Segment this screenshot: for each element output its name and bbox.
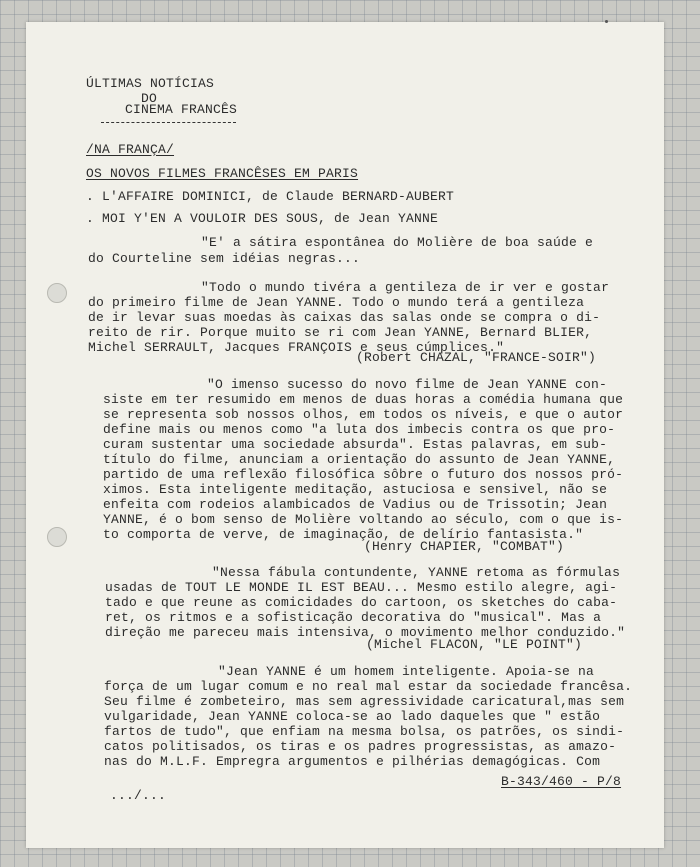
- quote-line: do Courteline sem idéias negras...: [88, 251, 361, 266]
- quote-line: "Todo o mundo tivéra a gentileza de ir ver e gostar: [201, 280, 610, 295]
- header-title-line3: CINEMA FRANCÊS: [125, 102, 238, 117]
- quote-line: partido de uma reflexão filosófica sôbre o futuro dos nossos pró-: [103, 467, 624, 482]
- quote-line: Michel SERRAULT, Jacques FRANÇOIS e seus cúmplices.": [88, 340, 505, 355]
- continuation-mark: .../...: [110, 788, 167, 803]
- quote-line: de ir levar suas moedas às caixas das salas onde se compra o di-: [88, 310, 601, 325]
- header-rule: [101, 122, 236, 123]
- subsection-heading: OS NOVOS FILMES FRANCÊSES EM PARIS: [86, 166, 359, 181]
- quote-line: "Nessa fábula contundente, YANNE retoma as fórmulas: [212, 565, 621, 580]
- quote-source: (Michel FLACON, "LE POINT"): [366, 637, 583, 652]
- header-title-line1: ÚLTIMAS NOTÍCIAS: [86, 76, 215, 91]
- quote-line: fartos de tudo", que enfiam na mesma bolsa, os patrões, os sindi-: [104, 724, 625, 739]
- quote-line: catos politisados, os tiras e os padres progressistas, as amazo-: [104, 739, 617, 754]
- quote-line: ret, os ritmos e a sofisticação decorativa do "musical". Mas a: [105, 610, 602, 625]
- quote-source: (Robert CHAZAL, "FRANCE-SOIR"): [356, 350, 597, 365]
- quote-source: (Henry CHAPIER, "COMBAT"): [364, 539, 565, 554]
- quote-line: curam sustentar uma sociedade absurda". Estas palavras, em sub-: [103, 437, 608, 452]
- film-item: . L'AFFAIRE DOMINICI, de Claude BERNARD-AUBERT: [86, 189, 455, 204]
- quote-line: YANNE, é o bom senso de Molière voltando ao século, com o que is-: [103, 512, 624, 527]
- film-item: . MOI Y'EN A VOULOIR DES SOUS, de Jean YANNE: [86, 211, 439, 226]
- quote-line: usadas de TOUT LE MONDE IL EST BEAU... Mesmo estilo alegre, agi-: [105, 580, 618, 595]
- punch-hole-top: [47, 283, 67, 303]
- quote-line: se representa sob nossos olhos, em todos os níveis, e que o autor: [103, 407, 624, 422]
- quote-line: "E' a sátira espontânea do Molière de boa saúde e: [201, 235, 594, 250]
- quote-line: do primeiro filme de Jean YANNE. Todo o mundo terá a gentileza: [88, 295, 585, 310]
- quote-line: ximos. Esta inteligente meditação, astuciosa e sensivel, não se: [103, 482, 608, 497]
- quote-line: título do filme, anunciam a orientação do assunto de Jean YANNE,: [103, 452, 616, 467]
- quote-line: "O imenso sucesso do novo filme de Jean YANNE con-: [207, 377, 608, 392]
- document-reference: B-343/460 - P/8: [501, 774, 622, 789]
- quote-line: reito de rir. Porque muito se ri com Jean YANNE, Bernard BLIER,: [88, 325, 593, 340]
- quote-line: nas do M.L.F. Empregra argumentos e pilhérias demagógicas. Com: [104, 754, 601, 769]
- header-title-line2: DO: [141, 91, 158, 106]
- quote-line: tado e que reune as comicidades do cartoon, os sketches do caba-: [105, 595, 618, 610]
- section-heading: /NA FRANÇA/: [86, 142, 175, 157]
- quote-line: "Jean YANNE é um homem inteligente. Apoia-se na: [218, 664, 595, 679]
- quote-line: siste em ter resumido em menos de duas horas a comédia humana que: [103, 392, 624, 407]
- quote-line: define mais ou menos como "a luta dos imbecis contra os que pro-: [103, 422, 616, 437]
- quote-line: direção me pareceu mais intensiva, o movimento melhor conduzido.": [105, 625, 626, 640]
- quote-line: enfeita com rodeios alambicados de Vadius ou de Trissotin; Jean: [103, 497, 608, 512]
- quote-line: força de um lugar comum e no real mal estar da sociedade francêsa.: [104, 679, 633, 694]
- quote-line: to comporta de verve, de imaginação, de delírio fantasista.": [103, 527, 584, 542]
- quote-line: vulgaridade, Jean YANNE coloca-se ao lado daqueles que " estão: [104, 709, 601, 724]
- paper-mark: [605, 20, 608, 23]
- punch-hole-bottom: [47, 527, 67, 547]
- document-page: [26, 22, 664, 848]
- quote-line: Seu filme é zombeteiro, mas sem agressividade caricatural,mas sem: [104, 694, 625, 709]
